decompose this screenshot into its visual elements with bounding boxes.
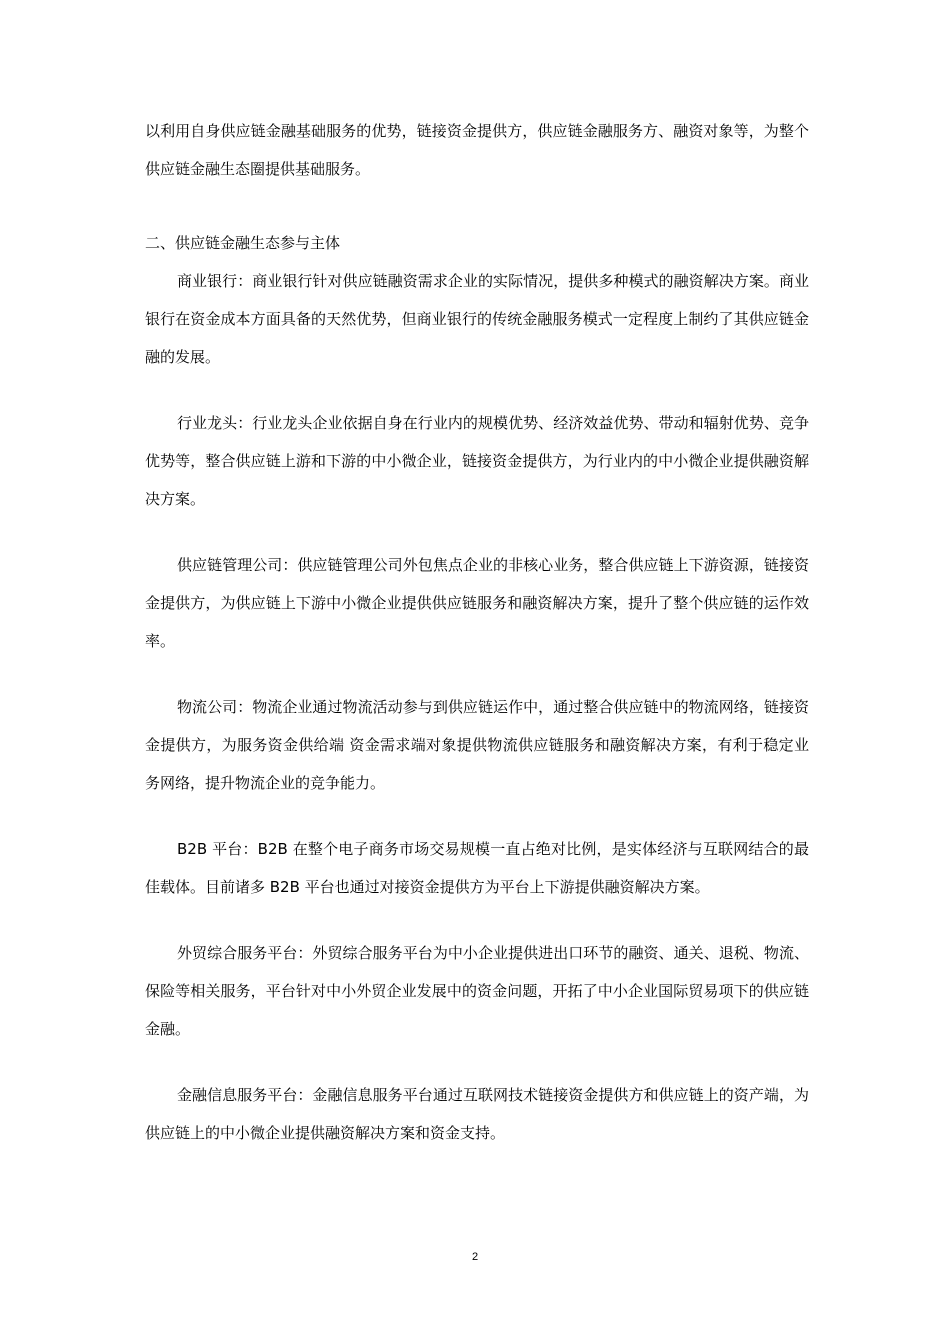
section-heading: 二、供应链金融生态参与主体: [145, 234, 341, 252]
document-body: [145, 112, 809, 1152]
paragraph-b2b-platform: B2B 平台：B2B 在整个电子商务市场交易规模一直占绝对比例，是实体经济与互联网结合的最佳载体。目前诸多 B2B 平台也通过对接资金提供方为平台上下游提供融资解决方案。: [145, 840, 809, 896]
paragraph-industry-leader: 行业龙头：行业龙头企业依据自身在行业内的规模优势、经济效益优势、带动和辐射优势、竞争优势等，整合供应链上游和下游的中小微企业，链接资金提供方，为行业内的中小微企业提供融资解决方案。: [145, 414, 809, 508]
paragraph-financial-info: 金融信息服务平台：金融信息服务平台通过互联网技术链接资金提供方和供应链上的资产端，为供应链上的中小微企业提供融资解决方案和资金支持。: [145, 1086, 809, 1142]
paragraph-logistics: 物流公司：物流企业通过物流活动参与到供应链运作中，通过整合供应链中的物流网络，链接资金提供方，为服务资金供给端 资金需求端对象提供物流供应链服务和融资解决方案，有利于稳定业务网络，提升物流企业的竞争能力。: [145, 698, 809, 792]
page-number: 2: [471, 1251, 479, 1263]
paragraph-foreign-trade: 外贸综合服务平台：外贸综合服务平台为中小企业提供进出口环节的融资、通关、退税、物流、保险等相关服务，平台针对中小外贸企业发展中的资金问题，开拓了中小企业国际贸易项下的供应链金融。: [145, 944, 809, 1038]
paragraph-intro: 以利用自身供应链金融基础服务的优势，链接资金提供方，供应链金融服务方、融资对象等，为整个供应链金融生态圈提供基础服务。: [145, 122, 809, 178]
paragraph-commercial-bank: 商业银行：商业银行针对供应链融资需求企业的实际情况，提供多种模式的融资解决方案。商业银行在资金成本方面具备的天然优势，但商业银行的传统金融服务模式一定程度上制约了其供应链金融的发展。: [145, 272, 809, 366]
paragraph-supply-chain-management: 供应链管理公司：供应链管理公司外包焦点企业的非核心业务，整合供应链上下游资源，链接资金提供方，为供应链上下游中小微企业提供供应链服务和融资解决方案，提升了整个供应链的运作效率。: [145, 556, 809, 650]
